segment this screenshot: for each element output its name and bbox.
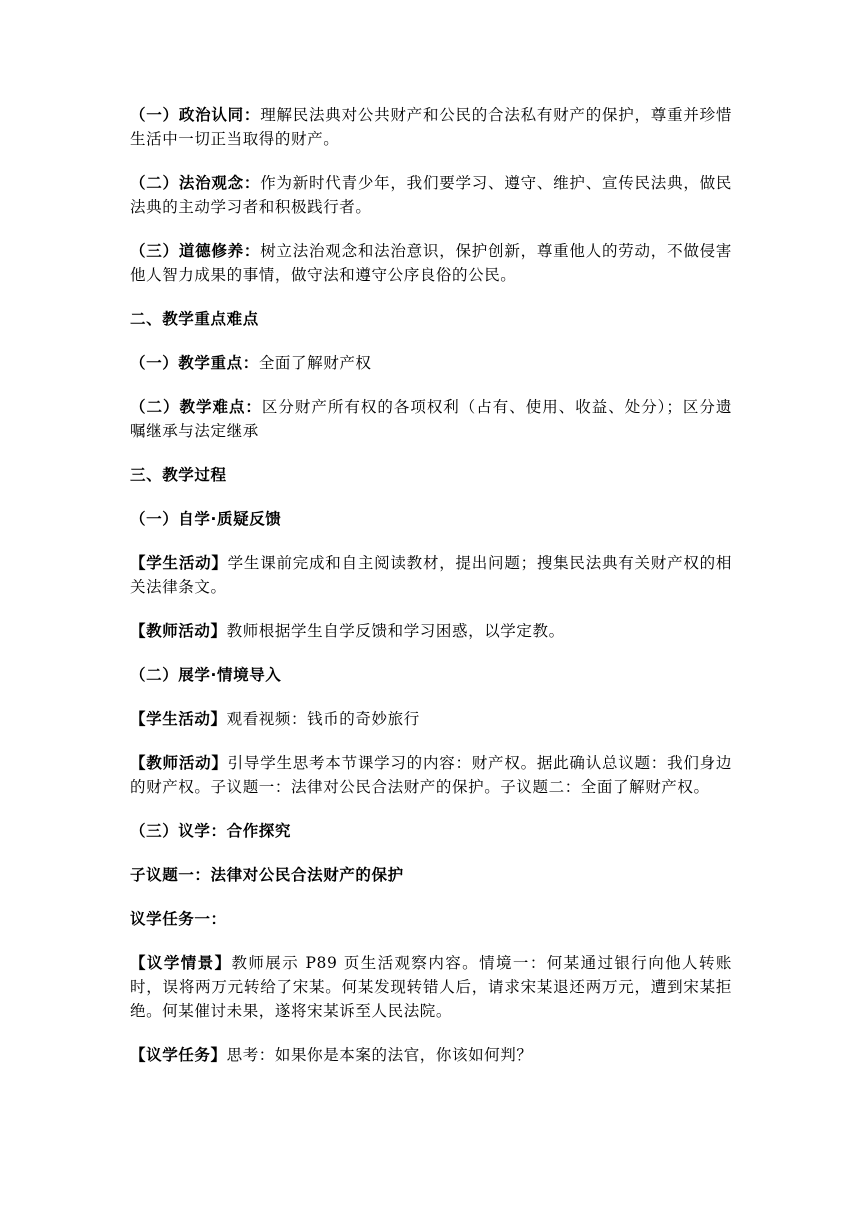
difficult-point [130, 395, 732, 443]
intro-student-activity-label: 【学生活动】 [130, 709, 227, 728]
goal-moral-cultivation [130, 239, 732, 287]
self-study-teacher-activity-label: 【教师活动】 [130, 621, 227, 640]
intro-teacher-activity-text: 引导学生思考本节课学习的内容：财产权。据此确认总议题：我们身边的财产权。子议题一：法律对公民合法财产的保护。子议题二：全面了解财产权。 [130, 754, 732, 796]
goal-rule-of-law [130, 171, 732, 219]
task-scenario-text: 教师展示 P89 页生活观察内容。情境一：何某通过银行向他人转账时，误将两万元转给了宋某。何某发现转错人后，请求宋某退还两万元，遭到宋某拒绝。何某催讨未果，遂将宋某诉至人民法院。 [130, 954, 732, 1020]
intro-teacher-activity [130, 751, 732, 799]
task-scenario-label: 【议学情景】 [130, 953, 232, 972]
goal-political-identity-label: （一）政治认同： [130, 105, 261, 124]
goal-political-identity [130, 103, 732, 151]
self-study-teacher-activity-text: 教师根据学生自学反馈和学习困惑，以学定教。 [226, 622, 565, 640]
sub-topic-one: 子议题一：法律对公民合法财产的保护 [130, 866, 404, 884]
key-point-text: 全面了解财产权 [258, 354, 372, 372]
intro-teacher-activity-label: 【教师活动】 [130, 753, 228, 772]
document-body [130, 103, 732, 1087]
task-one-heading: 议学任务一： [130, 910, 227, 928]
intro-student-activity-text: 观看视频：钱币的奇妙旅行 [226, 710, 420, 728]
difficult-point-text: 区分财产所有权的各项权利（占有、使用、收益、处分）；区分遗嘱继承与法定继承 [130, 398, 732, 440]
task-question [130, 1043, 732, 1067]
goal-rule-of-law-text: 作为新时代青少年，我们要学习、遵守、维护、宣传民法典，做民法典的主动学习者和积极践行者。 [130, 174, 732, 216]
section-heading-key-points: 二、教学重点难点 [130, 309, 259, 328]
goal-rule-of-law-label: （二）法治观念： [130, 173, 261, 192]
task-question-text: 思考：如果你是本案的法官，你该如何判？ [226, 1046, 533, 1064]
key-point-label: （一）教学重点： [130, 353, 259, 372]
self-study-student-activity-label: 【学生活动】 [130, 553, 228, 572]
self-study-teacher-activity [130, 619, 732, 643]
goal-moral-cultivation-label: （三）道德修养： [130, 241, 261, 260]
task-scenario [130, 951, 732, 1023]
difficult-point-label: （二）教学难点： [130, 397, 262, 416]
goal-moral-cultivation-text: 树立法治观念和法治意识，保护创新，尊重他人的劳动，不做侵害他人智力成果的事情，做守法和遵守公序良俗的公民。 [130, 242, 732, 284]
section-heading-teaching-process: 三、教学过程 [130, 465, 227, 484]
task-question-label: 【议学任务】 [130, 1045, 227, 1064]
intro-student-activity [130, 707, 732, 731]
self-study-student-activity [130, 551, 732, 599]
key-point [130, 351, 732, 375]
subsection-cooperative-inquiry: （三）议学：合作探究 [130, 822, 292, 840]
subsection-situation-intro: （二）展学·情境导入 [130, 666, 282, 684]
goal-political-identity-text: 理解民法典对公共财产和公民的合法私有财产的保护，尊重并珍惜生活中一切正当取得的财产。 [130, 106, 732, 148]
subsection-self-study: （一）自学·质疑反馈 [130, 510, 282, 528]
self-study-student-activity-text: 学生课前完成和自主阅读教材，提出问题；搜集民法典有关财产权的相关法律条文。 [130, 554, 732, 596]
